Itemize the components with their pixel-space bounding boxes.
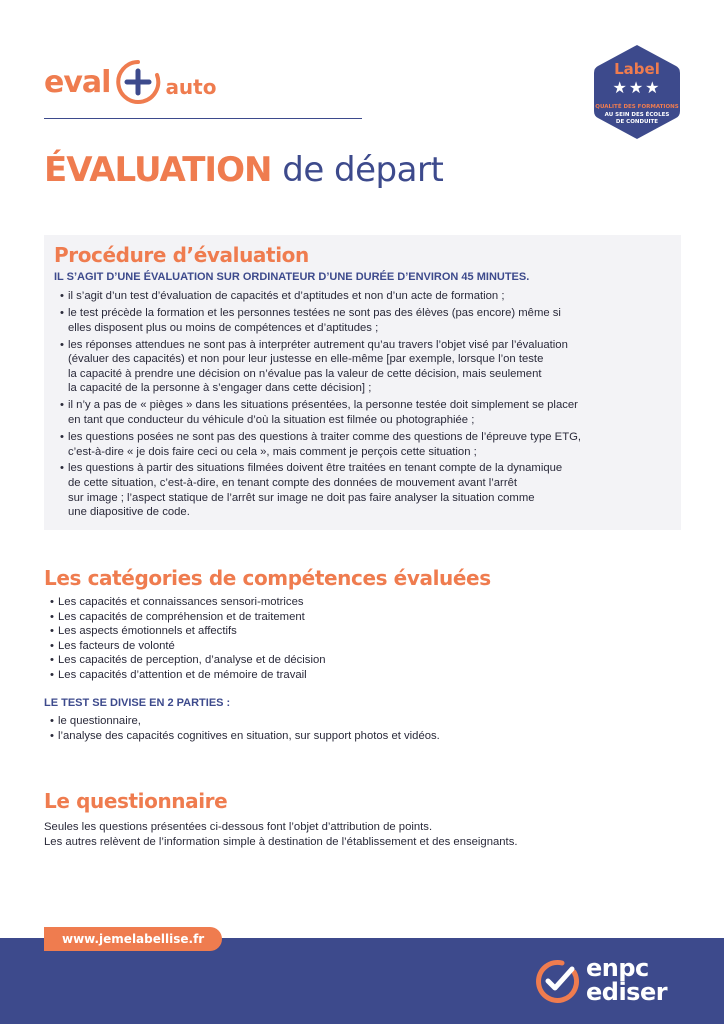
badge-line-1: QUALITÉ DES FORMATIONS bbox=[595, 104, 679, 110]
list-item: • Les facteurs de volonté bbox=[50, 639, 326, 654]
logo-auto-text: auto bbox=[165, 75, 217, 99]
page-title-bold: ÉVALUATION bbox=[44, 150, 272, 190]
list-item: • les questions à partir des situations filmées doivent être traitées en tenant compte de la dynamique de cette situation, c’est-à-dire, en tenant compte des données de mouvement avant l’arrêt sur image ; l’aspect statique de l’arrêt sur image ne doit pas faire analyser la situation comme une diapositive de code. bbox=[60, 461, 676, 519]
list-item: • Les capacités d’attention et de mémoire de travail bbox=[50, 668, 326, 683]
logo-eval-text: eval bbox=[44, 64, 111, 100]
procedure-heading: Procédure d’évaluation bbox=[54, 243, 309, 267]
ediser-text: ediser bbox=[586, 978, 668, 1006]
page-title-rest: de départ bbox=[282, 150, 444, 190]
badge-stars: ★★★ bbox=[612, 78, 662, 97]
eval-auto-logo bbox=[44, 56, 216, 108]
list-item: • Les aspects émotionnels et affectifs bbox=[50, 624, 326, 639]
list-item: • les questions posées ne sont pas des questions à traiter comme des questions de l’épreuve type ETG, c’est-à-dire « je dois faire ceci ou cela », mais comment je perçois cette situation ; bbox=[60, 430, 676, 459]
categories-list bbox=[50, 595, 326, 683]
list-item: • Les capacités de compréhension et de traitement bbox=[50, 610, 326, 625]
questionnaire-heading: Le questionnaire bbox=[44, 789, 228, 813]
header-divider bbox=[44, 118, 362, 119]
website-link[interactable]: www.jemelabellise.fr bbox=[44, 927, 222, 951]
parts-heading: LE TEST SE DIVISE EN 2 PARTIES : bbox=[44, 697, 231, 709]
list-item: • Les capacités de perception, d’analyse et de décision bbox=[50, 653, 326, 668]
quality-label-badge bbox=[590, 42, 684, 142]
list-item: • les réponses attendues ne sont pas à interpréter autrement qu’au travers l’objet visé par l’évaluation (évaluer des capacités) et non pour leur justesse en elle-même [par exemple, lorsque l’on teste la capacité à prendre une décision on n’évalue pas la valeur de cette décision, mais seulement la capacité de la personne à s’engager dans cette décision] ; bbox=[60, 338, 676, 396]
list-item: • le test précède la formation et les personnes testées ne sont pas des élèves (pas encore) même si elles disposent plus ou moins de compétences et d’aptitudes ; bbox=[60, 306, 676, 335]
procedure-list bbox=[60, 289, 676, 522]
questionnaire-text bbox=[44, 820, 518, 849]
badge-label: Label bbox=[614, 60, 660, 78]
questionnaire-line-2: Les autres relèvent de l’information simple à destination de l’établissement et des enseignants. bbox=[44, 835, 518, 848]
list-item: • Les capacités et connaissances sensori-motrices bbox=[50, 595, 326, 610]
enpc-check-icon bbox=[534, 958, 580, 1004]
page-title bbox=[44, 150, 443, 190]
plus-circle-icon bbox=[113, 57, 163, 107]
badge-line-2: AU SEIN DES ÉCOLES bbox=[604, 112, 670, 118]
parts-list bbox=[50, 714, 440, 743]
badge-line-3: DE CONDUITE bbox=[615, 119, 659, 125]
list-item: • il n’y a pas de « pièges » dans les situations présentées, la personne testée doit simplement se placer en tant que conducteur du véhicule d’où la situation est filmée ou photographiée ; bbox=[60, 398, 676, 427]
list-item: • l’analyse des capacités cognitives en situation, sur support photos et vidéos. bbox=[50, 729, 440, 744]
categories-heading: Les catégories de compétences évaluées bbox=[44, 566, 491, 590]
enpc-text: enpc bbox=[586, 954, 649, 982]
enpc-ediser-logo bbox=[586, 956, 667, 1004]
list-item: • le questionnaire, bbox=[50, 714, 440, 729]
list-item: • il s’agit d’un test d’évaluation de capacités et d’aptitudes et non d’un acte de formation ; bbox=[60, 289, 676, 304]
questionnaire-line-1: Seules les questions présentées ci-dessous font l’objet d’attribution de points. bbox=[44, 821, 433, 833]
procedure-intro: IL S’AGIT D’UNE ÉVALUATION SUR ORDINATEUR D’UNE DURÉE D’ENVIRON 45 MINUTES. bbox=[54, 271, 530, 283]
